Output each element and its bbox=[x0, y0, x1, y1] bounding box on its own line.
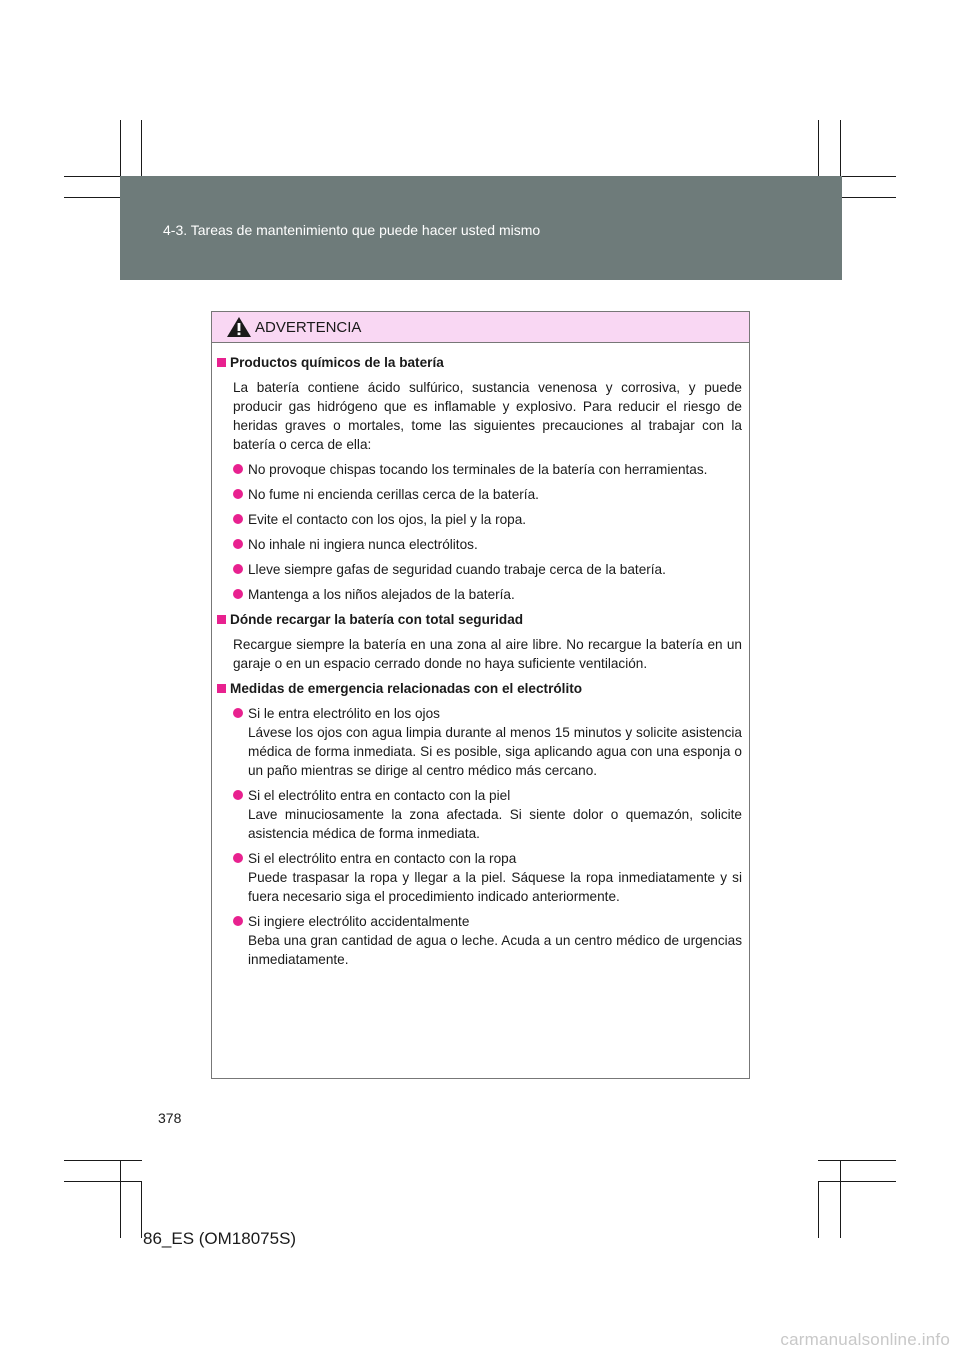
list-item-heading: Si ingiere electrólito accidentalmente bbox=[248, 914, 470, 929]
circle-bullet-icon bbox=[233, 853, 243, 863]
circle-bullet-icon bbox=[233, 564, 243, 574]
circle-bullet-icon bbox=[233, 589, 243, 599]
document-code: 86_ES (OM18075S) bbox=[143, 1229, 297, 1248]
crop-mark bbox=[818, 1160, 896, 1161]
circle-bullet-icon bbox=[233, 708, 243, 718]
section-paragraph: Recargue siempre la batería en una zona al aire libre. No recargue la batería en un garaje o en un espacio cerrado donde no haya suficiente ventilación. bbox=[233, 637, 742, 671]
square-bullet-icon bbox=[217, 358, 226, 367]
circle-bullet-icon bbox=[233, 514, 243, 524]
crop-mark bbox=[64, 1160, 142, 1161]
circle-bullet-icon bbox=[233, 489, 243, 499]
list-item: Evite el contacto con los ojos, la piel y la ropa. bbox=[233, 510, 742, 529]
circle-bullet-icon bbox=[233, 539, 243, 549]
section-paragraph: La batería contiene ácido sulfúrico, sustancia venenosa y corrosiva, y puede producir gas hidrógeno que es inflamable y explosivo. Para reducir el riesgo de heridas graves o mortales, tome las siguientes precauciones al trabajar con la batería o cerca de ella: bbox=[233, 380, 742, 452]
section-title: Medidas de emergencia relacionadas con el electrólito bbox=[216, 679, 742, 698]
section-header-title: 4-3. Tareas de mantenimiento que puede hacer usted mismo bbox=[163, 222, 541, 238]
list-item-text: Lávese los ojos con agua limpia durante al menos 15 minutos y solicite asistencia médica de forma inmediata. Si es posible, siga aplicando agua con una esponja o un paño mientras se dirige al centro médico más cercano. bbox=[248, 725, 742, 778]
list-item: No fume ni encienda cerillas cerca de la batería. bbox=[233, 485, 742, 504]
list-item bbox=[233, 786, 742, 843]
square-bullet-icon bbox=[217, 615, 226, 624]
list-item-text: Lave minuciosamente la zona afectada. Si siente dolor o quemazón, solicite asistencia médica de forma inmediata. bbox=[248, 807, 742, 841]
list-item-text: Beba una gran cantidad de agua o leche. Acuda a un centro médico de urgencias inmediatamente. bbox=[248, 933, 742, 967]
warning-header bbox=[212, 312, 749, 343]
list-item-heading: Si el electrólito entra en contacto con la ropa bbox=[248, 851, 517, 866]
warning-content bbox=[212, 343, 749, 969]
crop-mark bbox=[818, 1181, 896, 1182]
square-bullet-icon bbox=[217, 684, 226, 693]
list-item bbox=[233, 849, 742, 906]
watermark: carmanualsonline.info bbox=[780, 1330, 950, 1349]
crop-mark bbox=[64, 1181, 142, 1182]
warning-title: ADVERTENCIA bbox=[255, 318, 362, 336]
crop-mark bbox=[818, 1181, 819, 1238]
circle-bullet-icon bbox=[233, 464, 243, 474]
list-item-heading: Si el electrólito entra en contacto con la piel bbox=[248, 788, 511, 803]
section-title: Dónde recargar la batería con total seguridad bbox=[216, 610, 742, 629]
list-item: No inhale ni ingiera nunca electrólitos. bbox=[233, 535, 742, 554]
list-item: No provoque chispas tocando los terminales de la batería con herramientas. bbox=[233, 460, 742, 479]
page-number: 378 bbox=[158, 1110, 182, 1126]
list-item-text: Puede traspasar la ropa y llegar a la piel. Sáquese la ropa inmediatamente y si fuera necesario siga el procedimiento indicado anteriormente. bbox=[248, 870, 742, 904]
list-item: Lleve siempre gafas de seguridad cuando trabaje cerca de la batería. bbox=[233, 560, 742, 579]
circle-bullet-icon bbox=[233, 790, 243, 800]
warning-triangle-icon bbox=[226, 316, 252, 338]
section-header-band bbox=[120, 176, 842, 280]
crop-mark bbox=[141, 1181, 142, 1238]
list-item bbox=[233, 912, 742, 969]
list-item-heading: Si le entra electrólito en los ojos bbox=[248, 706, 440, 721]
warning-box bbox=[211, 311, 750, 1079]
list-item bbox=[233, 704, 742, 780]
crop-mark bbox=[840, 1160, 841, 1238]
crop-mark bbox=[120, 1160, 121, 1238]
section-title: Productos químicos de la batería bbox=[216, 353, 742, 372]
list-item: Mantenga a los niños alejados de la batería. bbox=[233, 585, 742, 604]
circle-bullet-icon bbox=[233, 916, 243, 926]
